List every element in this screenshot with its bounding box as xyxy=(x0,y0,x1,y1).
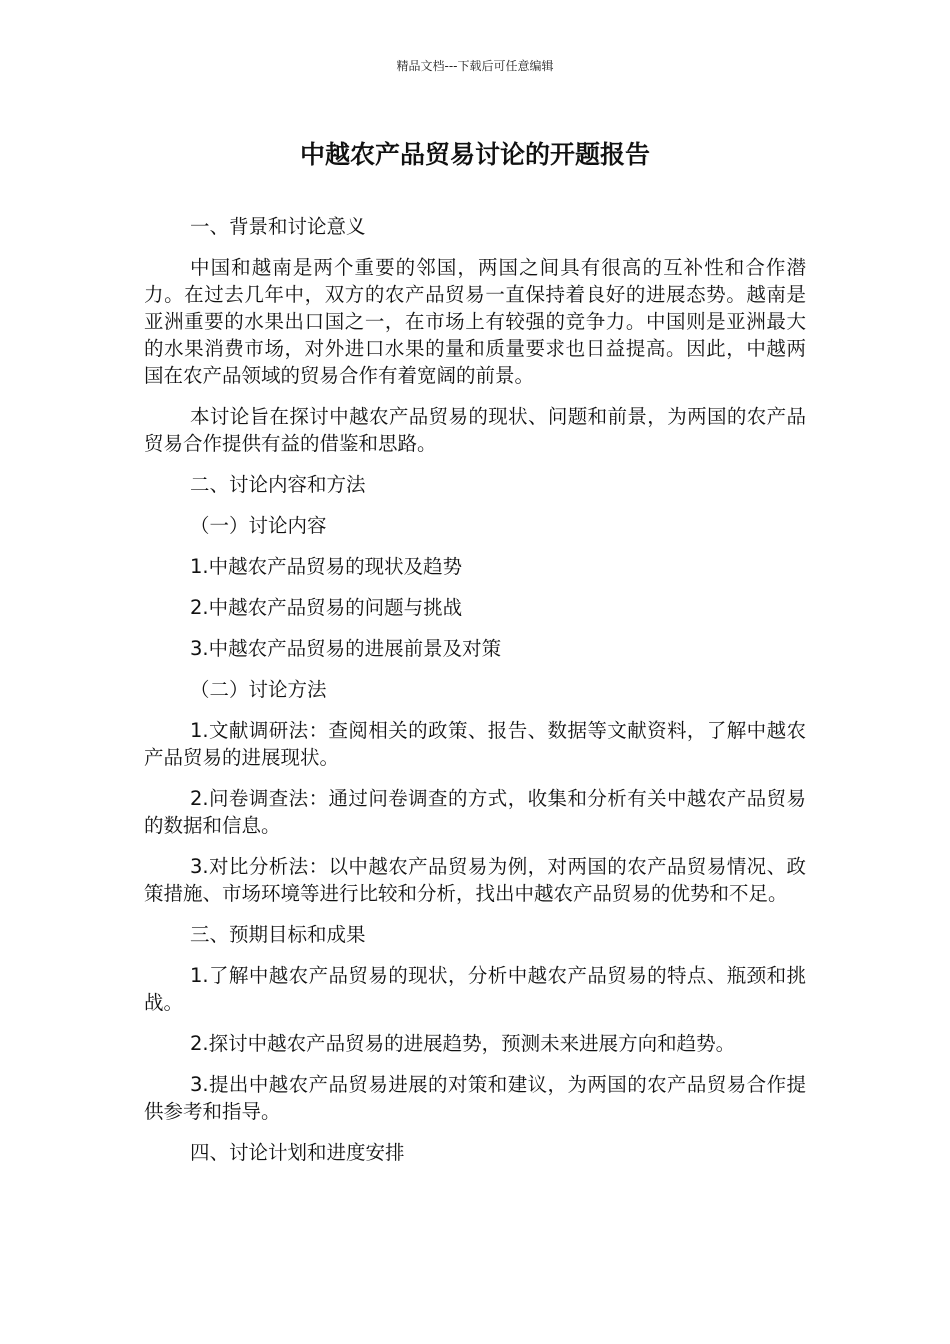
document-title: 中越农产品贸易讨论的开题报告 xyxy=(299,140,650,169)
section-1-heading: 一、背景和讨论意义 xyxy=(190,215,366,238)
section-1-paragraph-2: 本讨论旨在探讨中越农产品贸易的现状、问题和前景，为两国的农产品贸易合作提供有益的借鉴和思路。 xyxy=(144,405,806,455)
section-2-heading: 二、讨论内容和方法 xyxy=(190,473,366,496)
content-item-1: 1.中越农产品贸易的现状及趋势 xyxy=(190,555,463,578)
header-note: 精品文档---下载后可任意编辑 xyxy=(396,59,554,73)
goal-item-3: 3.提出中越农产品贸易进展的对策和建议，为两国的农产品贸易合作提供参考和指导。 xyxy=(144,1073,806,1123)
method-item-2: 2.问卷调查法：通过问卷调查的方式，收集和分析有关中越农产品贸易的数据和信息。 xyxy=(144,787,806,837)
section-2-subheading-content: （一）讨论内容 xyxy=(190,514,327,537)
goal-item-1: 1.了解中越农产品贸易的现状，分析中越农产品贸易的特点、瓶颈和挑战。 xyxy=(144,964,806,1014)
section-2-subheading-method: （二）讨论方法 xyxy=(190,678,327,701)
document-body xyxy=(144,213,806,1180)
method-item-1: 1.文献调研法：查阅相关的政策、报告、数据等文献资料，了解中越农产品贸易的进展现状。 xyxy=(144,719,806,769)
section-4-heading: 四、讨论计划和进度安排 xyxy=(190,1141,405,1164)
content-item-3: 3.中越农产品贸易的进展前景及对策 xyxy=(190,637,502,660)
method-item-3: 3.对比分析法：以中越农产品贸易为例，对两国的农产品贸易情况、政策措施、市场环境等进行比较和分析，找出中越农产品贸易的优势和不足。 xyxy=(144,855,806,905)
section-1-paragraph-1: 中国和越南是两个重要的邻国，两国之间具有很高的互补性和合作潜力。在过去几年中，双方的农产品贸易一直保持着良好的进展态势。越南是亚洲重要的水果出口国之一，在市场上有较强的竞争力。中国则是亚洲最大的水果消费市场，对外进口水果的量和质量要求也日益提高。因此，中越两国在农产品领域的贸易合作有着宽阔的前景。 xyxy=(144,256,806,387)
goal-item-2: 2.探讨中越农产品贸易的进展趋势，预测未来进展方向和趋势。 xyxy=(190,1032,736,1055)
content-item-2: 2.中越农产品贸易的问题与挑战 xyxy=(190,596,463,619)
section-3-heading: 三、预期目标和成果 xyxy=(190,923,366,946)
